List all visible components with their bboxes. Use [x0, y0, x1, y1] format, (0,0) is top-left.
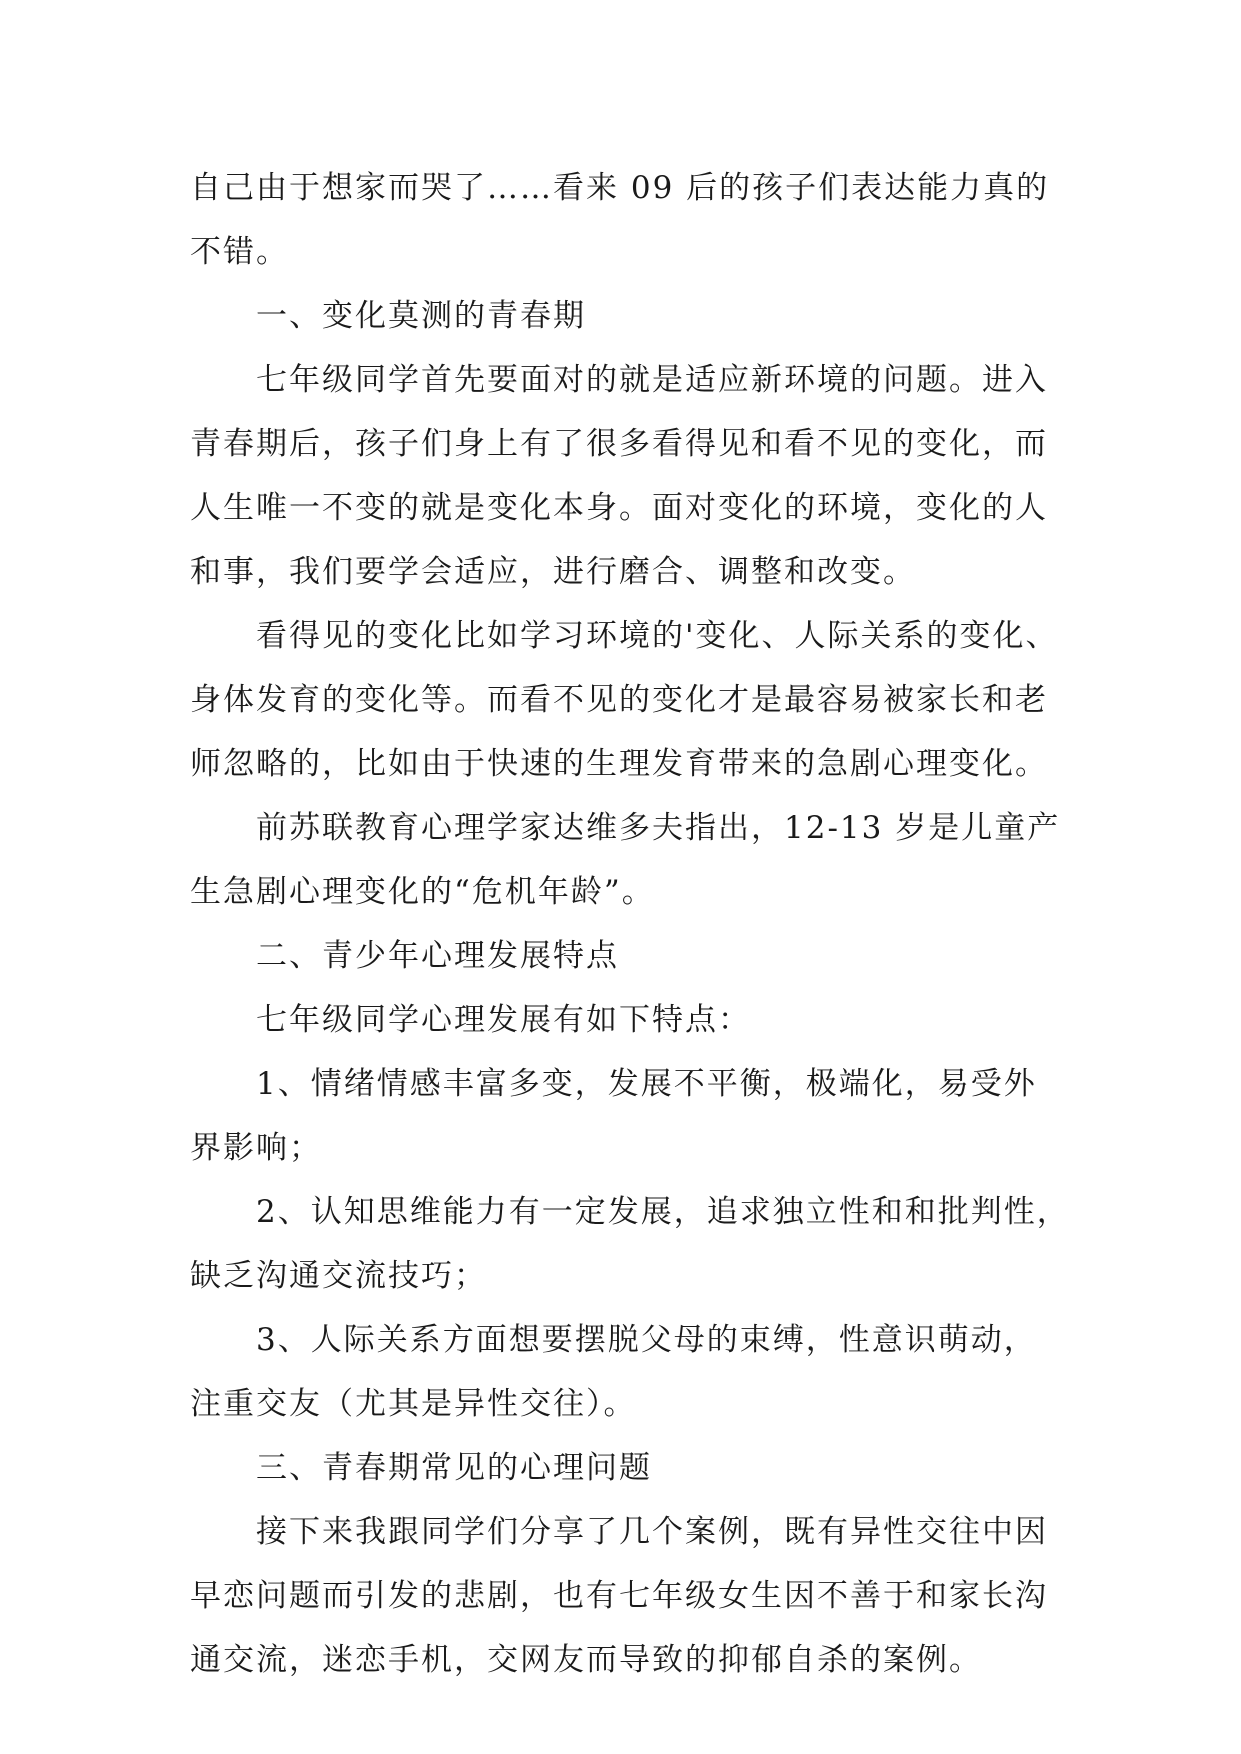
text-line: 青春期后，孩子们身上有了很多看得见和看不见的变化，而 [190, 426, 1048, 462]
heading-line: 三、青春期常见的心理问题 [256, 1450, 652, 1486]
text-line: 看得见的变化比如学习环境的'变化、人际关系的变化、 [256, 618, 1059, 654]
text-line: 前苏联教育心理学家达维多夫指出，12-13 岁是儿童产 [256, 810, 1061, 846]
text-line: 七年级同学心理发展有如下特点： [256, 1002, 751, 1038]
paragraph-features-intro [190, 988, 1110, 1052]
paragraph-new-environment [190, 348, 1110, 604]
body-text [190, 156, 1110, 1692]
text-line: 自己由于想家而哭了……看来 09 后的孩子们表达能力真的 [190, 170, 1050, 206]
list-item-2 [190, 1180, 1110, 1308]
text-line: 身体发育的变化等。而看不见的变化才是最容易被家长和老 [190, 682, 1048, 718]
text-line: 师忽略的，比如由于快速的生理发育带来的急剧心理变化。 [190, 746, 1048, 782]
text-line: 早恋问题而引发的悲剧，也有七年级女生因不善于和家长沟 [190, 1578, 1048, 1614]
paragraph-visible-changes [190, 604, 1110, 796]
paragraph-case-studies [190, 1500, 1110, 1692]
paragraph-crisis-age [190, 796, 1110, 924]
text-line: 1、情绪情感丰富多变，发展不平衡，极端化，易受外 [256, 1066, 1037, 1102]
section-heading-1 [190, 284, 1110, 348]
text-line: 缺乏沟通交流技巧； [190, 1258, 487, 1294]
text-line: 通交流，迷恋手机，交网友而导致的抑郁自杀的案例。 [190, 1642, 982, 1678]
section-heading-2 [190, 924, 1110, 988]
text-line: 界影响； [190, 1130, 322, 1166]
text-line: 2、认知思维能力有一定发展，追求独立性和和批判性， [256, 1194, 1070, 1230]
heading-line: 二、青少年心理发展特点 [256, 938, 619, 974]
text-line: 注重交友（尤其是异性交往）。 [190, 1386, 637, 1422]
section-heading-3 [190, 1436, 1110, 1500]
text-line: 3、人际关系方面想要摆脱父母的束缚，性意识萌动， [256, 1322, 1037, 1358]
text-line: 七年级同学首先要面对的就是适应新环境的问题。进入 [256, 362, 1048, 398]
paragraph-continuation [190, 156, 1110, 284]
heading-line: 一、变化莫测的青春期 [256, 298, 586, 334]
text-line: 不错。 [190, 234, 289, 270]
text-line: 和事，我们要学会适应，进行磨合、调整和改变。 [190, 554, 916, 590]
list-item-1 [190, 1052, 1110, 1180]
list-item-3 [190, 1308, 1110, 1436]
text-line: 人生唯一不变的就是变化本身。面对变化的环境，变化的人 [190, 490, 1048, 526]
text-line: 生急剧心理变化的“危机年龄”。 [190, 874, 655, 910]
text-line: 接下来我跟同学们分享了几个案例，既有异性交往中因 [256, 1514, 1048, 1550]
